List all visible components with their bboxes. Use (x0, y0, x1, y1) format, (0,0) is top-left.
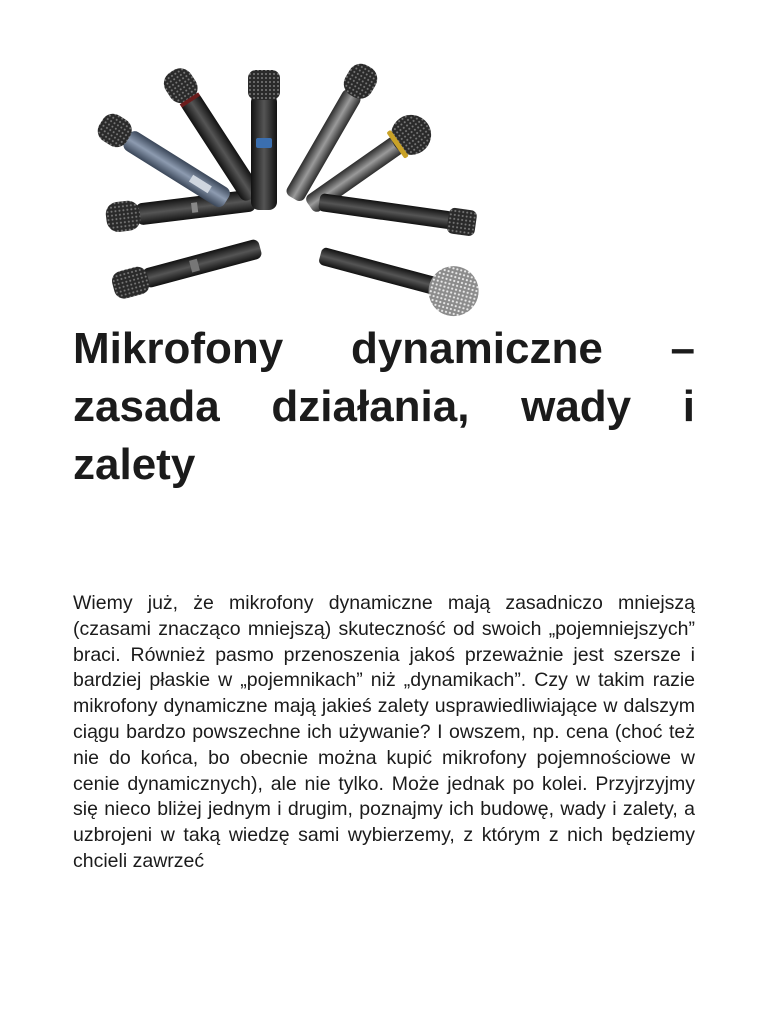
microphone-8 (317, 189, 477, 237)
microphone-5 (248, 70, 280, 210)
microphone-9 (314, 231, 480, 320)
article-title: Mikrofony dynamiczne – zasada działania, wady i zalety (73, 324, 695, 489)
microphone-2 (104, 185, 257, 233)
microphones-fan-graphic (60, 58, 480, 320)
article-body: Wiemy już, że mikrofony dynamiczne mają zasadniczo mniejszą (czasami znacząco mniejszą) skuteczność od swoich „pojemniejszych” braci. Również pasmo przenoszenia jakoś przeważnie jest szersze i bardziej płaskie w „pojemnikach” niż „dynamikach”. Czy w takim razie mikrofony dynamiczne mają jakieś zalety usprawiedliwiające w dalszym ciągu bardzo powszechne ich używanie? I owszem, np. cena (choć też nie do końca, bo obecnie można kupić mikrofony pojemnościowe w cenie dynamicznych), ale nie tylko. Może jednak po kolei. Przyjrzyjmy się nieco bliżej jednym i drugim, poznajmy ich budowę, wady i zalety, a uzbrojeni w taką wiedzę sami wybierzemy, z którym z nich będziemy chcieli zawrzeć (73, 592, 695, 872)
microphone-1 (110, 234, 264, 300)
microphones-illustration (60, 58, 480, 320)
